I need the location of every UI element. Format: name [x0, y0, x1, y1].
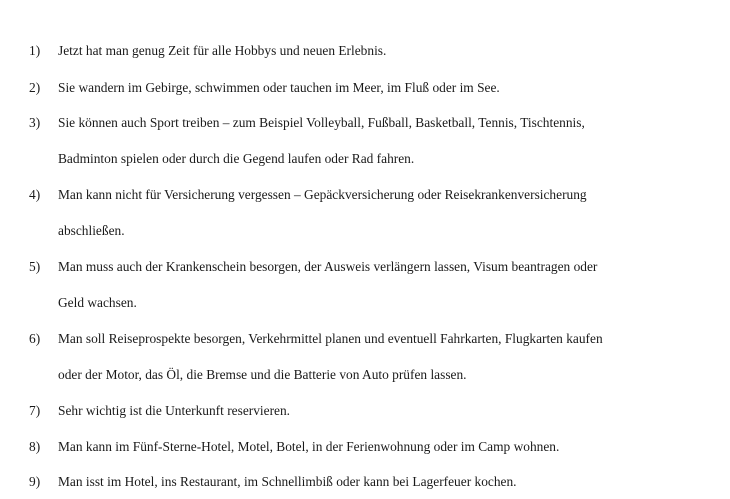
list-item-text: Man kann nicht für Versicherung vergessen – Gepäckversicherung oder Reisekrankenversicherung	[58, 187, 587, 202]
list-item-number: 9)	[29, 474, 41, 489]
list-item-text: Jetzt hat man genug Zeit für alle Hobbys und neuen Erlebnis.	[58, 43, 387, 58]
list-item-number: 1)	[29, 43, 41, 58]
list-item-number: 6)	[29, 331, 41, 346]
list-item-number: 5)	[29, 259, 41, 274]
list-item-text: Sie können auch Sport treiben – zum Beispiel Volleyball, Fußball, Basketball, Tennis, Tischtennis,	[58, 115, 585, 130]
list-item-text-continued: Badminton spielen oder durch die Gegend laufen oder Rad fahren.	[58, 150, 415, 166]
list-item-number: 2)	[29, 80, 41, 95]
list-item-text-continued: abschließen.	[58, 222, 125, 238]
list-item-number: 8)	[29, 439, 41, 454]
list-item-text: Sie wandern im Gebirge, schwimmen oder tauchen im Meer, im Fluß oder im See.	[58, 80, 500, 95]
list-item-text-continued: Geld wachsen.	[58, 294, 137, 310]
list-item-text: Sehr wichtig ist die Unterkunft reservieren.	[58, 403, 291, 418]
list-item-number: 7)	[29, 403, 41, 418]
list-item-number: 4)	[29, 187, 41, 202]
list-item-text: Man kann im Fünf-Sterne-Hotel, Motel, Botel, in der Ferienwohnung oder im Camp wohnen.	[58, 439, 560, 454]
list-item-text: Man muss auch der Krankenschein besorgen, der Ausweis verlängern lassen, Visum beantragen oder	[58, 259, 598, 274]
list-item-text: Man soll Reiseprospekte besorgen, Verkehrmittel planen und eventuell Fahrkarten, Flugkarten kaufen	[58, 331, 603, 346]
list-item-text-continued: oder der Motor, das Öl, die Bremse und die Batterie von Auto prüfen lassen.	[58, 366, 467, 382]
list-item-text: Man isst im Hotel, ins Restaurant, im Schnellimbiß oder kann bei Lagerfeuer kochen.	[58, 474, 517, 489]
list-item-number: 3)	[29, 115, 41, 130]
